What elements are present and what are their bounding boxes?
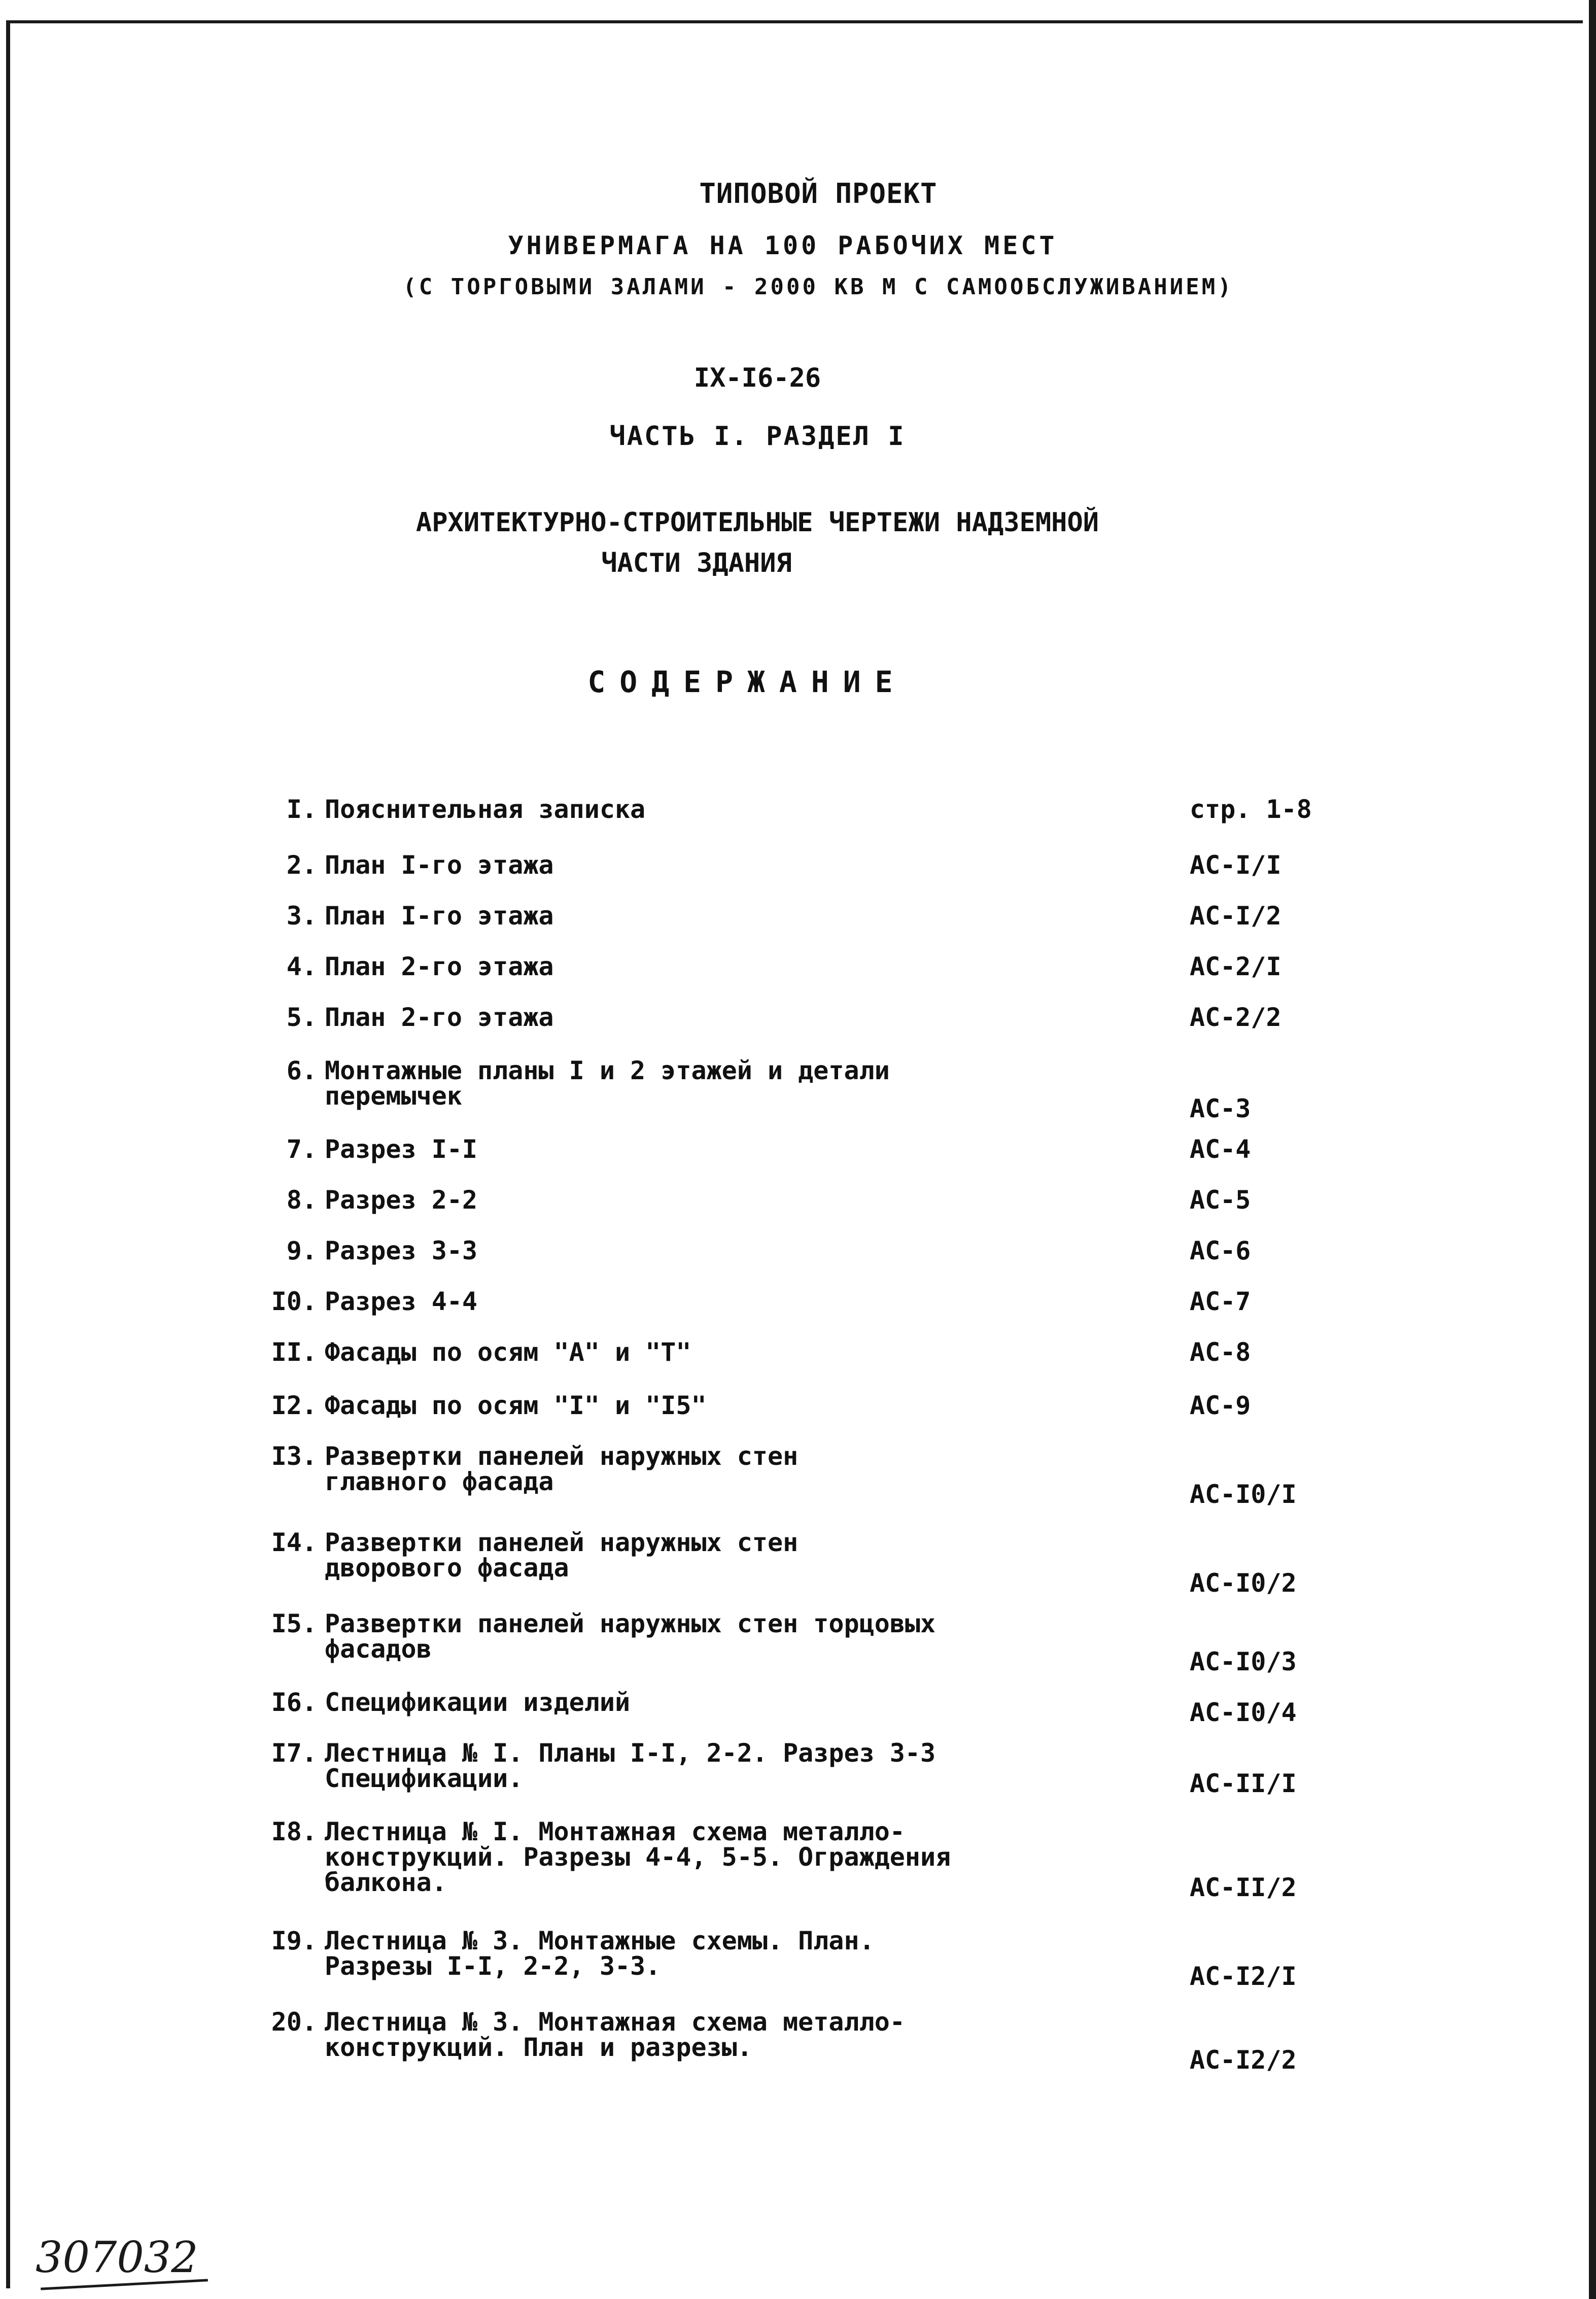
toc-number: I5. <box>271 1609 317 1638</box>
toc-number: I6. <box>271 1688 317 1717</box>
toc-sheet-code: АС-I/I <box>1190 850 1281 880</box>
toc-sheet-code: АС-II/I <box>1190 1769 1297 1798</box>
toc-title: Развертки панелей наружных стен дворового фасада <box>325 1528 799 1583</box>
toc-number: 4. <box>286 952 317 981</box>
toc-sheet-code: АС-I0/2 <box>1190 1568 1297 1598</box>
toc-title: План I-го этажа <box>325 901 554 931</box>
toc-title: Развертки панелей наружных стен главного фасада <box>325 1442 799 1496</box>
toc-number: II. <box>271 1337 317 1367</box>
toc-sheet-code: АС-3 <box>1190 1094 1251 1123</box>
toc-sheet-code: АС-II/2 <box>1190 1873 1297 1902</box>
toc-title: Лестница № 3. Монтажная схема металло- конструкций. План и разрезы. <box>325 2007 905 2062</box>
toc-number: I3. <box>271 1442 317 1471</box>
contents-heading: СОДЕРЖАНИЕ <box>587 665 907 699</box>
toc-sheet-code: АС-5 <box>1190 1185 1251 1215</box>
toc-sheet-code: АС-8 <box>1190 1337 1251 1367</box>
toc-sheet-code: стр. 1-8 <box>1190 795 1312 824</box>
toc-number: I0. <box>271 1287 317 1316</box>
toc-sheet-code: АС-6 <box>1190 1236 1251 1265</box>
project-code: IX-I6-26 <box>693 363 821 393</box>
toc-number: I2. <box>271 1391 317 1420</box>
toc-title: План 2-го этажа <box>325 1003 554 1032</box>
toc-sheet-code: АС-4 <box>1190 1135 1251 1164</box>
toc-number: I. <box>286 795 317 824</box>
section-title-line2: ЧАСТИ ЗДАНИЯ <box>601 548 792 578</box>
part-section: ЧАСТЬ I. РАЗДЕЛ I <box>609 421 906 452</box>
toc-title: Развертки панелей наружных стен торцовых фасадов <box>325 1609 936 1664</box>
toc-sheet-code: АС-I0/3 <box>1190 1647 1297 1676</box>
toc-number: 6. <box>286 1056 317 1085</box>
toc-title: Фасады по осям "I" и "I5" <box>325 1391 707 1420</box>
toc-title: Фасады по осям "А" и "Т" <box>325 1337 691 1367</box>
toc-title: План 2-го этажа <box>325 952 554 981</box>
toc-title: План I-го этажа <box>325 850 554 880</box>
toc-sheet-code: АС-I2/2 <box>1190 2045 1297 2075</box>
toc-title: Спецификации изделий <box>325 1688 631 1717</box>
toc-number: I7. <box>271 1738 317 1768</box>
document-subtitle-details: (С ТОРГОВЫМИ ЗАЛАМИ - 2000 КВ М С САМООБСЛУЖИВАНИЕМ) <box>403 274 1234 300</box>
toc-number: 7. <box>286 1135 317 1164</box>
document-title: ТИПОВОЙ ПРОЕКТ <box>699 178 938 210</box>
toc-title: Монтажные планы I и 2 этажей и детали перемычек <box>325 1056 890 1111</box>
toc-sheet-code: АС-I/2 <box>1190 901 1281 931</box>
toc-title: Разрез 2-2 <box>325 1185 478 1215</box>
toc-title: Пояснительная записка <box>325 795 646 824</box>
toc-number: I4. <box>271 1528 317 1557</box>
toc-number: I8. <box>271 1817 317 1846</box>
toc-title: Лестница № I. Планы I-I, 2-2. Разрез 3-3 Спецификации. <box>325 1738 936 1793</box>
toc-number: I9. <box>271 1926 317 1955</box>
toc-number: 20. <box>271 2007 317 2037</box>
section-title-line1: АРХИТЕКТУРНО-СТРОИТЕЛЬНЫЕ ЧЕРТЕЖИ НАДЗЕМНОЙ <box>415 507 1099 538</box>
toc-number: 8. <box>286 1185 317 1215</box>
toc-sheet-code: АС-9 <box>1190 1391 1251 1420</box>
toc-title: Лестница № I. Монтажная схема металло- конструкций. Разрезы 4-4, 5-5. Ограждения балкона. <box>325 1817 951 1897</box>
toc-sheet-code: АС-I0/I <box>1190 1480 1297 1509</box>
toc-title: Лестница № 3. Монтажные схемы. План. Разрезы I-I, 2-2, 3-3. <box>325 1926 875 1981</box>
toc-sheet-code: АС-2/I <box>1190 952 1281 981</box>
toc-sheet-code: АС-7 <box>1190 1287 1251 1316</box>
toc-sheet-code: АС-I2/I <box>1190 1962 1297 1991</box>
toc-title: Разрез 4-4 <box>325 1287 478 1316</box>
toc-title: Разрез 3-3 <box>325 1236 478 1265</box>
document-subtitle: УНИВЕРМАГА НА 100 РАБОЧИХ МЕСТ <box>508 231 1058 260</box>
handwritten-archive-number: 307032 <box>36 2233 198 2282</box>
toc-sheet-code: АС-2/2 <box>1190 1003 1281 1032</box>
toc-title: Разрез I-I <box>325 1135 478 1164</box>
toc-number: 9. <box>286 1236 317 1265</box>
toc-sheet-code: АС-I0/4 <box>1190 1698 1297 1727</box>
toc-number: 5. <box>286 1003 317 1032</box>
toc-number: 3. <box>286 901 317 931</box>
toc-number: 2. <box>286 850 317 880</box>
